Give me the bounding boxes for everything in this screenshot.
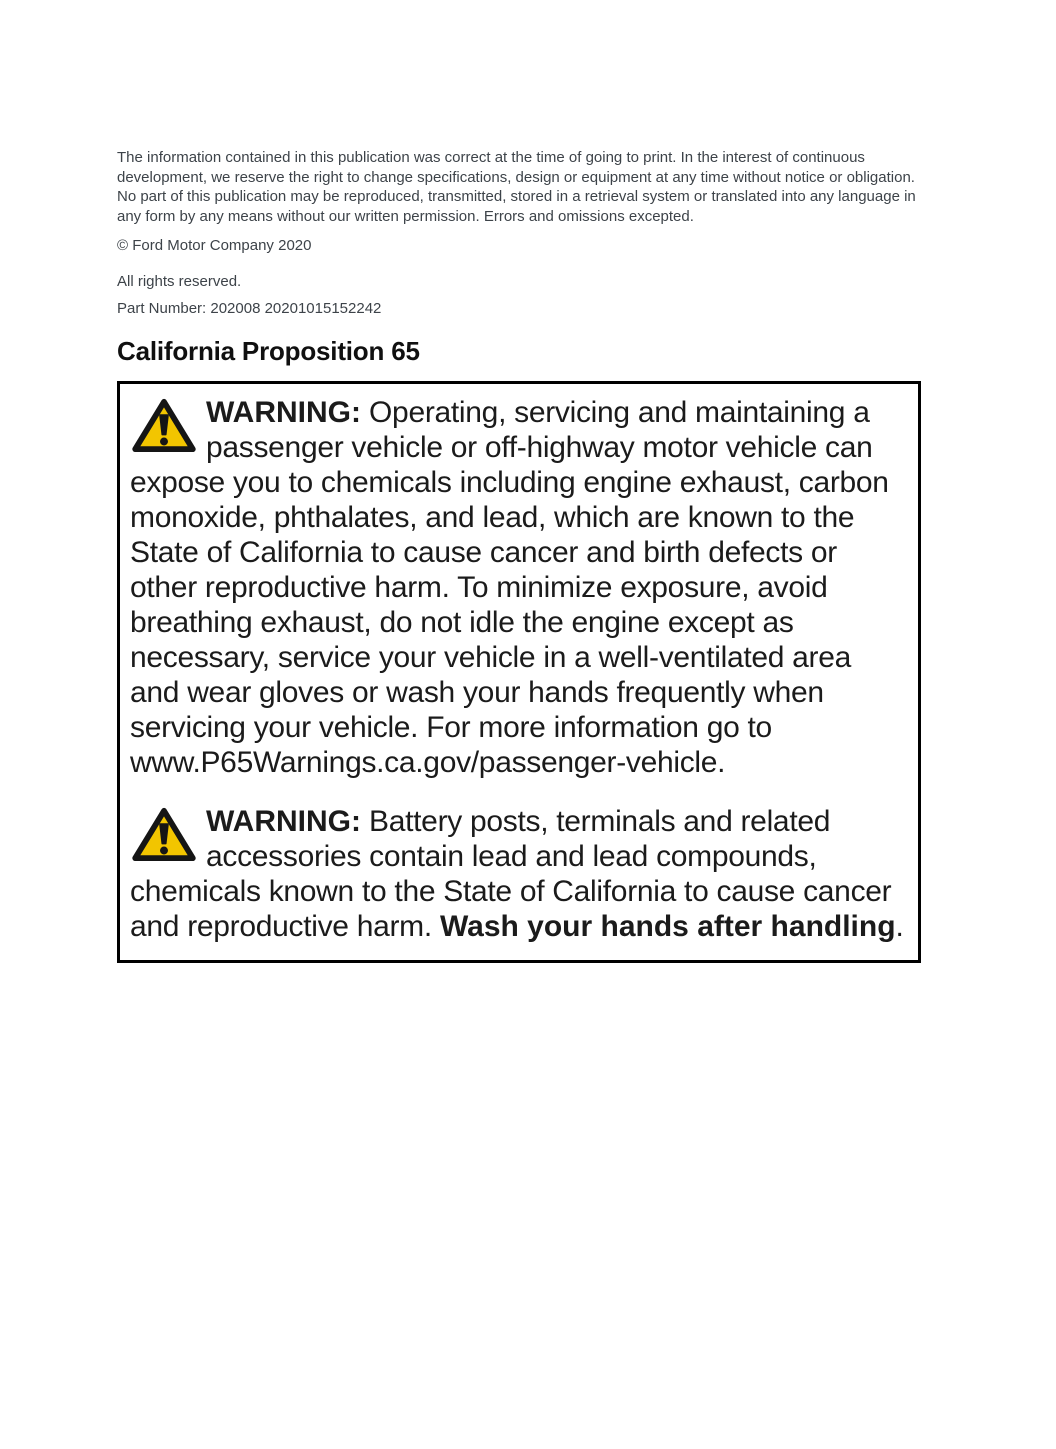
rights-reserved-line: All rights reserved. [117, 273, 242, 290]
warning-triangle-icon [132, 806, 196, 863]
warning-text: Battery posts, terminals and related accessories contain lead and lead compounds, chemicals known to the State of California to cause cancer and reproductive harm. [130, 805, 892, 943]
warning-label: WARNING: [206, 805, 361, 838]
warning-bold-tail: Wash your hands after handling [439, 910, 896, 943]
warning-paragraph [130, 804, 908, 944]
warning-label: WARNING: [206, 396, 361, 429]
page-content [117, 148, 921, 963]
warning-paragraph [130, 395, 908, 780]
warning-triangle-icon [132, 397, 196, 454]
company-copyright-line: © Ford Motor Company 2020 [117, 237, 312, 254]
warning-tail-period: . [895, 910, 904, 943]
part-number-line: Part Number: 202008 20201015152242 [117, 300, 382, 317]
copyright-paragraph: The information contained in this publication was correct at the time of going to print. In the interest of continuous development, we reserve the right to change specifications, design or equipment at any time without notice or obligation. No part of this publication may be reproduced, transmitted, stored in a retrieval system or translated into any language in any form by any means without our written permission. Errors and omissions excepted. [117, 149, 916, 225]
warning-box [117, 381, 921, 963]
warning-text: Operating, servicing and maintaining a passenger vehicle or off-highway motor vehicle can expose you to chemicals including engine exhaust, carbon monoxide, phthalates, and lead, which are known to the State of California to cause cancer and birth defects or other reproductive harm. To minimize exposure, avoid breathing exhaust, do not idle the engine except as necessary, service your vehicle in a well-ventilated area and wear gloves or wash your hands frequently when servicing your vehicle. For more information go to www.P65Warnings.ca.gov/passenger-vehicle. [130, 396, 889, 779]
page-title: California Proposition 65 [117, 336, 420, 366]
